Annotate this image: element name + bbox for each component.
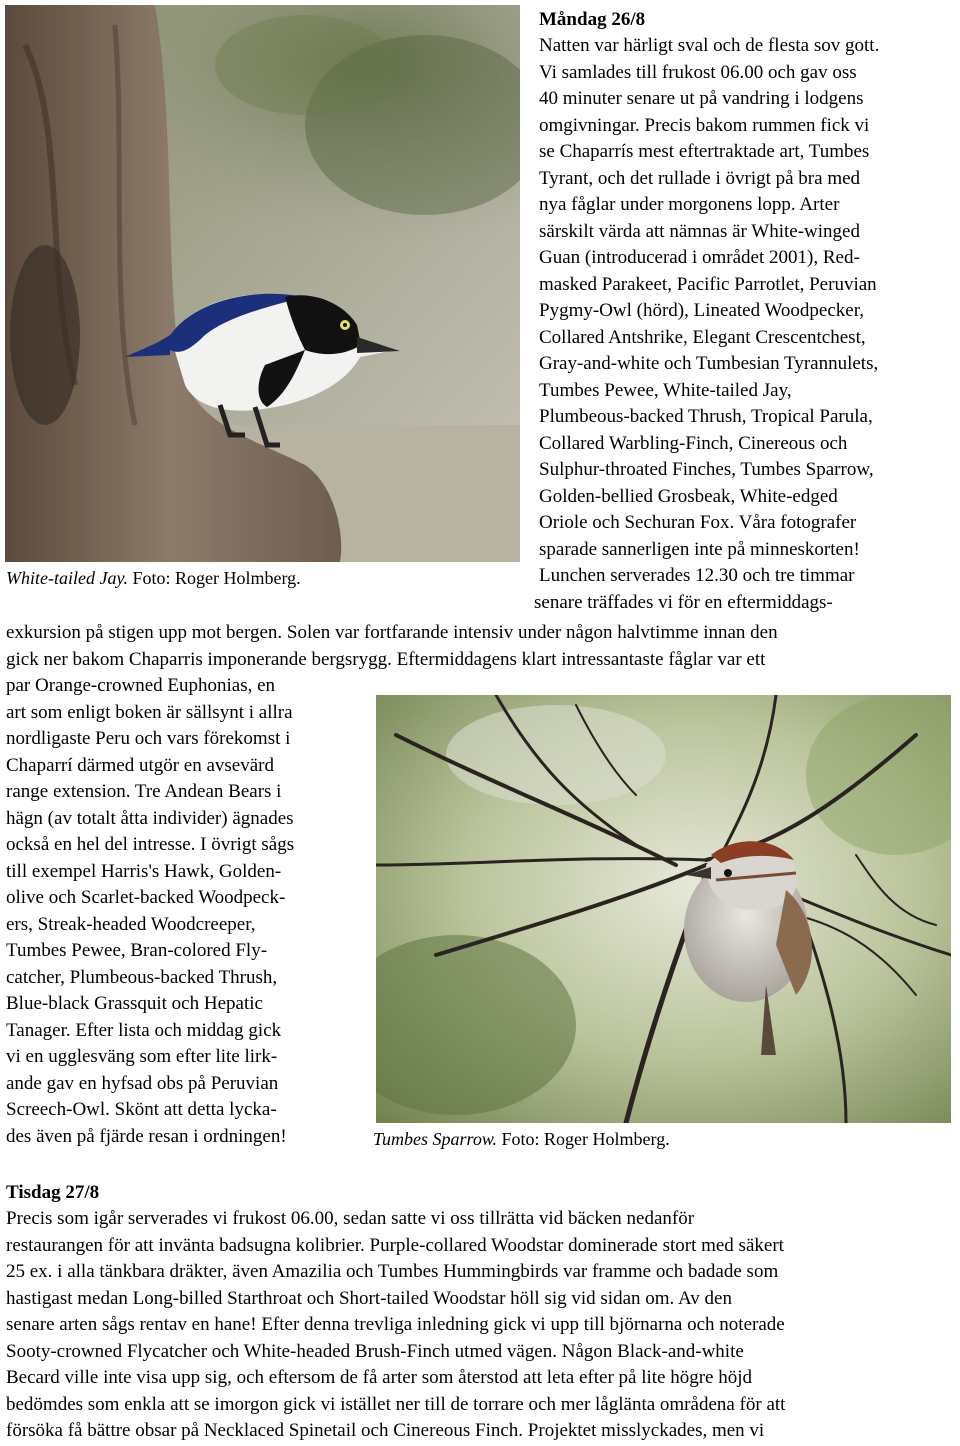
caption-species: White-tailed Jay. — [6, 568, 128, 588]
text-line: art som enligt boken är sällsynt i allra — [6, 701, 293, 723]
caption-credit: Foto: Roger Holmberg. — [497, 1129, 670, 1149]
day1-heading: Måndag 26/8 — [539, 9, 646, 30]
text-line: ande gav en hyfsad obs på Peruvian — [6, 1072, 279, 1094]
text-line: Blue-black Grassquit och Hepatic — [6, 993, 263, 1014]
text-line: ers, Streak-headed Woodcreeper, — [6, 913, 256, 935]
text-line: nya fåglar under morgonens lopp. Arter — [539, 194, 840, 215]
tumbes-sparrow-photo — [376, 695, 951, 1123]
text-line: bedömdes som enkla att se imorgon gick vi istället ner till de torrare och mer låglänta områdena för att — [6, 1393, 786, 1415]
text-line: Oriole och Sechuran Fox. Våra fotografer — [539, 512, 857, 533]
text-line: Natten var härligt sval och de flesta sov gott. — [539, 35, 880, 56]
text-line: se Chaparrís mest eftertraktade art, Tumbes — [539, 141, 870, 162]
text-line: Precis som igår serverades vi frukost 06.00, sedan satte vi oss tillrätta vid bäcken nedanför — [6, 1208, 695, 1229]
text-line: Becard ville inte visa upp sig, och eftersom de få arter som återstod att leta efter på lite högre höjd — [6, 1367, 753, 1388]
text-line: Collared Antshrike, Elegant Crescentchest, — [539, 326, 866, 348]
text-line: Guan (introducerad i området 2001), Red- — [539, 247, 860, 268]
text-line: hägn (av totalt åtta individer) ägnades — [6, 807, 294, 829]
text-line: Tumbes Pewee, Bran-colored Fly- — [6, 940, 268, 961]
text-line: Tanager. Efter lista och middag gick — [6, 1019, 282, 1041]
text-line: också en hel del intresse. I övrigt sågs — [6, 834, 295, 855]
text-line: Gray-and-white och Tumbesian Tyrannulets, — [539, 353, 879, 374]
text-line: gick ner bakom Chaparris imponerande bergsrygg. Eftermiddagens klart intressantaste fåglar var ett — [6, 648, 766, 670]
text-line: restaurangen för att invänta badsugna kolibrier. Purple-collared Woodstar dominerade stort med säkert — [6, 1234, 784, 1256]
text-line: sparade sannerligen inte på minneskorten! — [539, 538, 860, 560]
caption-credit: Foto: Roger Holmberg. — [127, 568, 301, 588]
text-line: Lunchen serverades 12.30 och tre timmar — [539, 565, 855, 586]
text-line: masked Parakeet, Pacific Parrotlet, Peruvian — [539, 273, 877, 295]
photo1-caption — [6, 566, 301, 590]
text-line: försöka få bättre obsar på Necklaced Spinetail och Cinereous Finch. Projektet misslyckades, men vi — [6, 1420, 765, 1441]
text-line: des även på fjärde resan i ordningen! — [6, 1125, 287, 1147]
photo2-caption — [373, 1127, 670, 1151]
bird-photo-icon — [5, 5, 520, 562]
white-tailed-jay-photo — [5, 5, 520, 562]
text-line: vi en ugglesväng som efter lite lirk- — [6, 1046, 278, 1067]
text-line: Sooty-crowned Flycatcher och White-headed Brush-Finch utmed vägen. Någon Black-and-white — [6, 1340, 744, 1362]
text-line: Screech-Owl. Skönt att detta lyckа- — [6, 1099, 277, 1120]
text-line: par Orange-crowned Euphonias, en — [6, 675, 276, 696]
text-line: senare arten sågs rentav en hane! Efter denna trevliga inledning gick vi upp till björnarna och noterade — [6, 1314, 785, 1335]
text-line: Collared Warbling-Finch, Cinereous och — [539, 432, 848, 454]
text-line: Tyrant, och det rullade i övrigt på bra med — [539, 167, 861, 189]
text-line: 40 minuter senare ut på vandring i lodgens — [539, 88, 864, 109]
text-line: senare träffades vi för en eftermiddags- — [534, 591, 833, 613]
text-line: catcher, Plumbeous-backed Thrush, — [6, 966, 278, 988]
day2-heading: Tisdag 27/8 — [6, 1182, 100, 1203]
text-line: hastigast medan Long-billed Starthroat och Short-tailed Woodstar höll sig vid sidan om. Av den — [6, 1287, 732, 1309]
text-line: Vi samlades till frukost 06.00 och gav oss — [539, 61, 857, 83]
text-line: Tumbes Pewee, White-tailed Jay, — [539, 379, 792, 401]
text-line: 25 ex. i alla tänkbara dräkter, även Amazilia och Tumbes Hummingbirds var framme och badade som — [6, 1261, 779, 1282]
text-line: nordligaste Peru och vars förekomst i — [6, 728, 291, 749]
text-line: till exempel Harris's Hawk, Golden- — [6, 860, 282, 882]
text-line: Golden-bellied Grosbeak, White-edged — [539, 485, 838, 507]
text-line: särskilt värda att nämnas är White-winged — [539, 220, 860, 242]
caption-species: Tumbes Sparrow. — [373, 1129, 498, 1149]
text-line: omgivningar. Precis bakom rummen fick vi — [539, 114, 870, 136]
text-line: exkursion på stigen upp mot bergen. Solen var fortfarande intensiv under någon halvtimme innan den — [6, 622, 778, 643]
text-line: Pygmy-Owl (hörd), Lineated Woodpecker, — [539, 300, 865, 321]
text-line: olive och Scarlet-backed Woodpeck- — [6, 887, 286, 908]
bird-photo-icon — [376, 695, 951, 1123]
text-line: Plumbeous-backed Thrush, Tropical Parula, — [539, 406, 873, 427]
text-line: Chaparrí därmed utgör en avsevärd — [6, 754, 275, 776]
text-line: Sulphur-throated Finches, Tumbes Sparrow, — [539, 459, 874, 480]
text-line: range extension. Tre Andean Bears i — [6, 781, 282, 802]
